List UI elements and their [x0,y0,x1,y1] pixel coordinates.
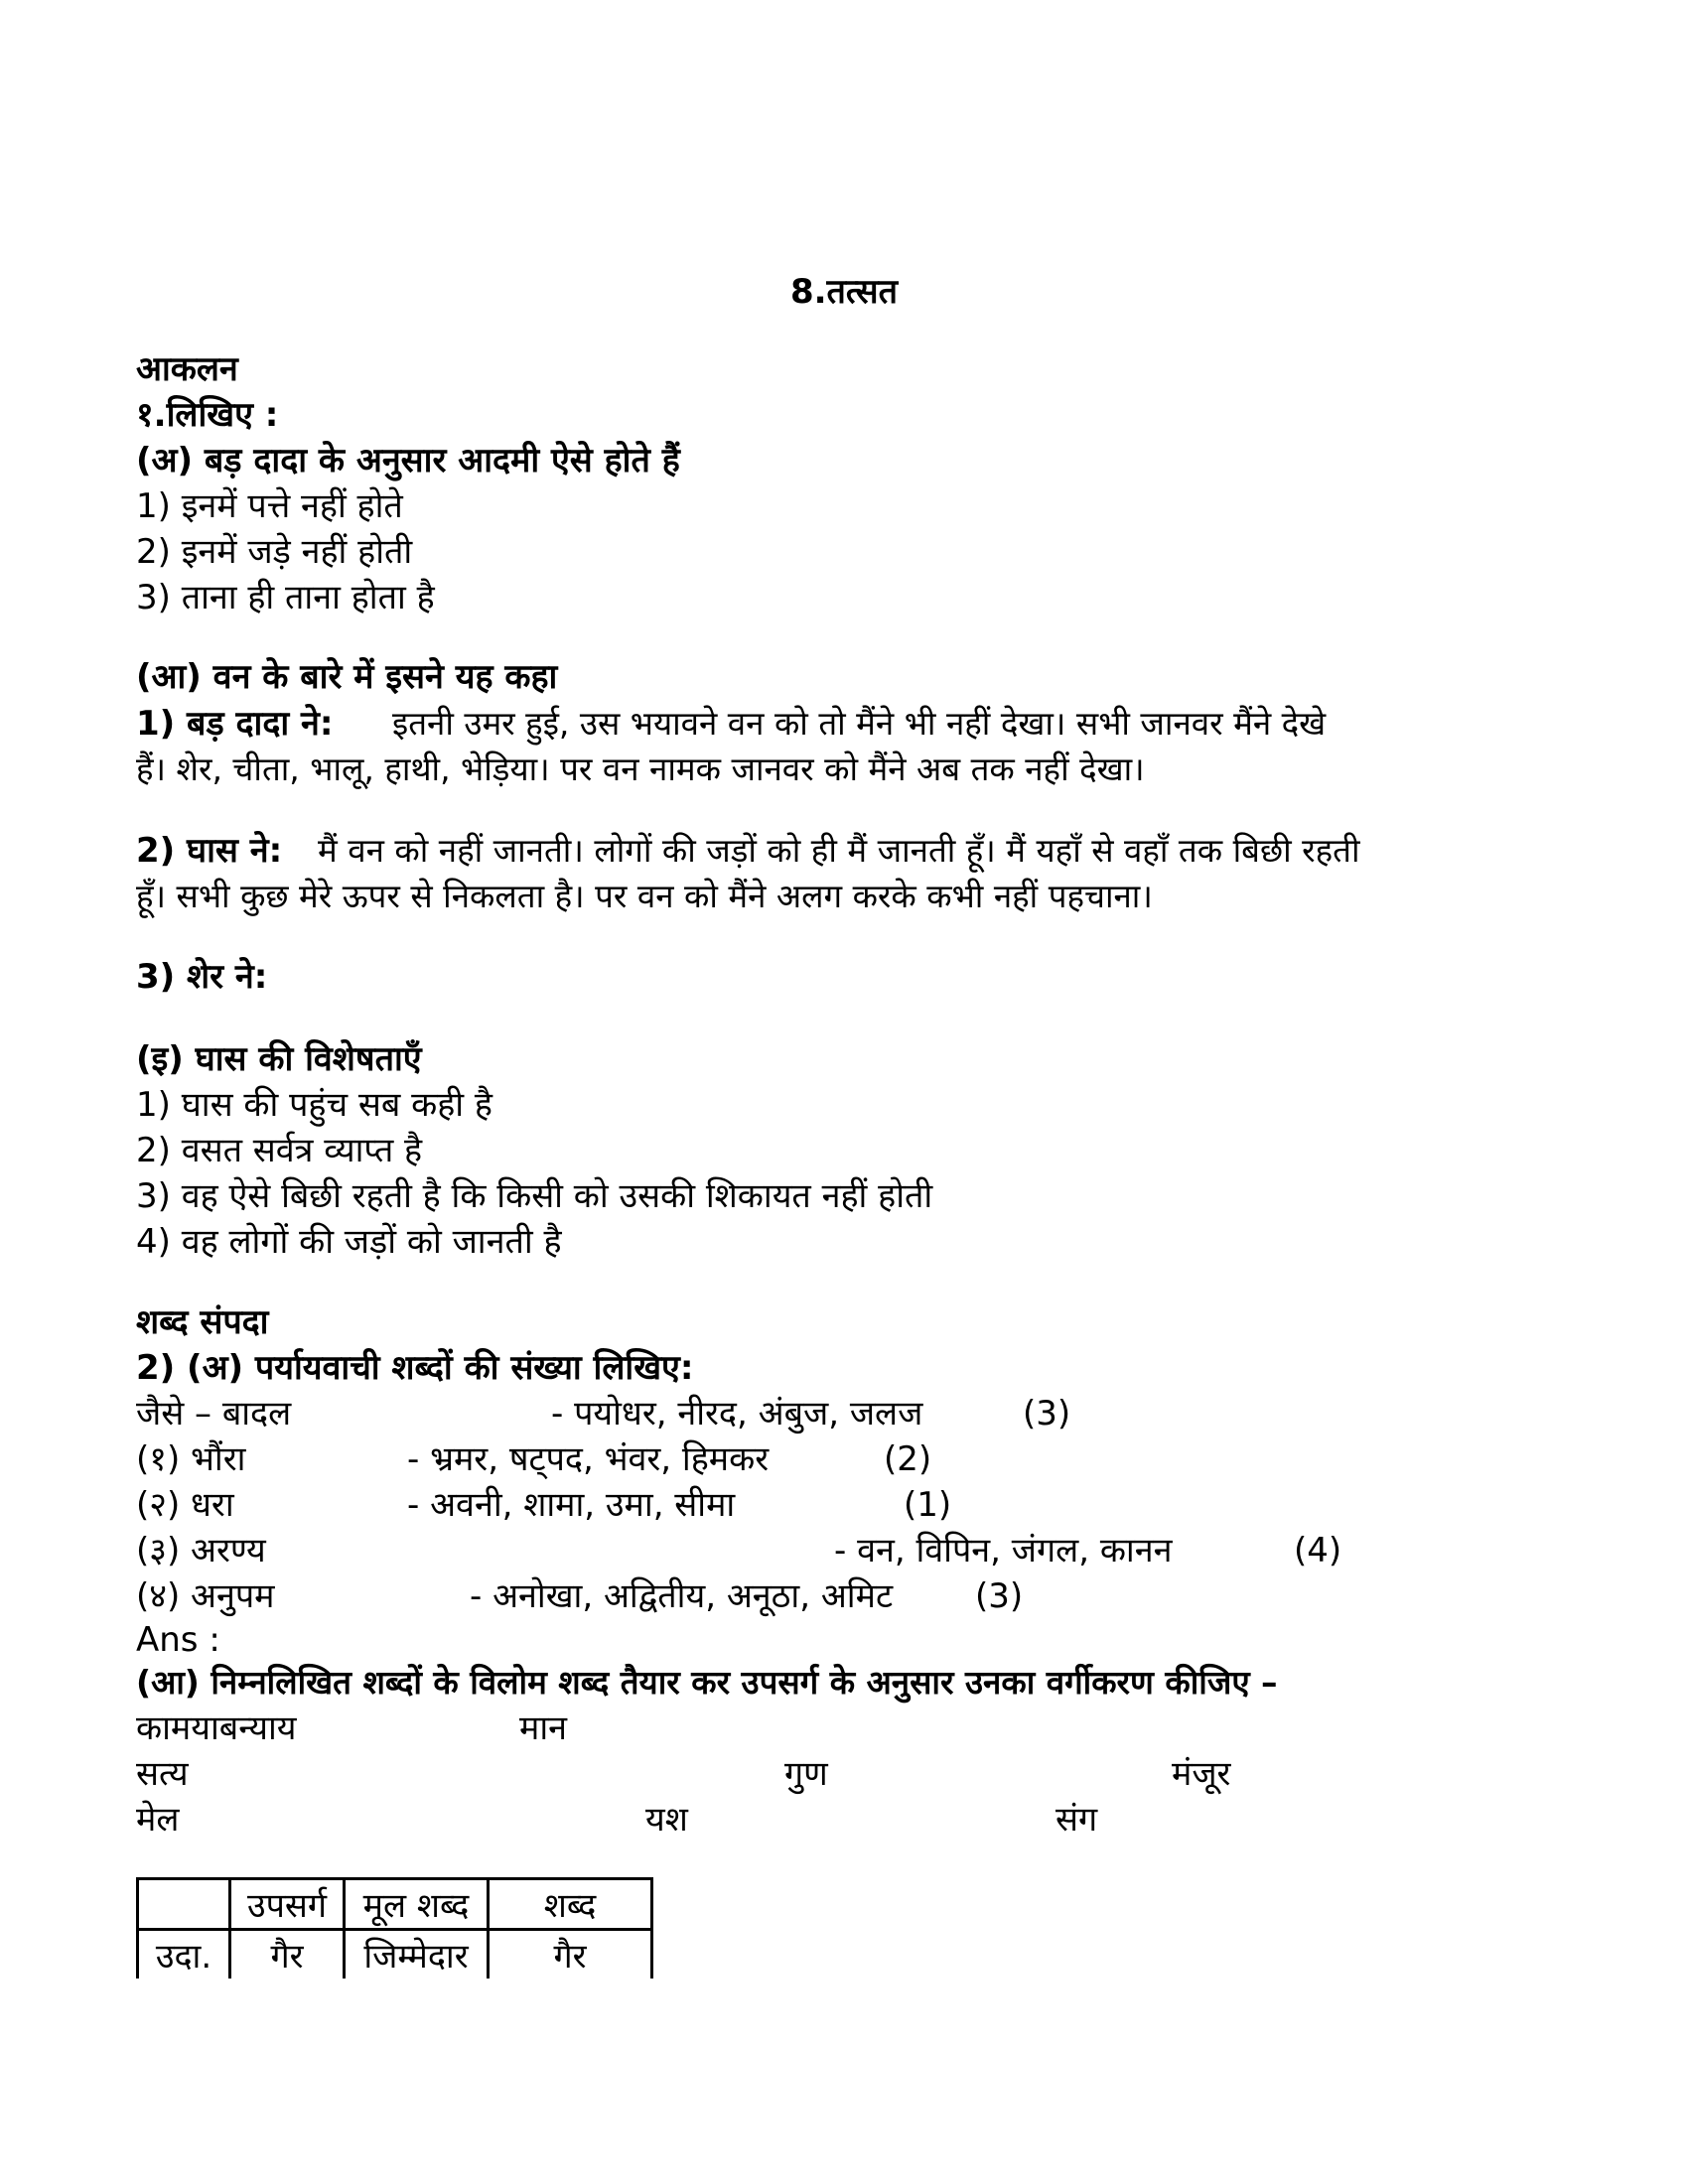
word-item: कामयाबन्याय [136,1708,297,1748]
synonym-count: (1) [904,1485,952,1525]
synonym-word: (१) भौंरा [136,1439,246,1479]
word-item: सत्य [136,1754,189,1794]
table-header-cell: शब्द [489,1879,652,1930]
subheading-aa-vilom: (आ) निम्नलिखित शब्दों के विलोम शब्द तैयार कर उपसर्ग के अनुसार उनका वर्गीकरण कीजिए – [136,1663,1278,1702]
subheading-a: (अ) बड़ दादा के अनुसार आदमी ऐसे होते हैं [136,441,680,480]
synonym-list: - वन, विपिन, जंगल, कानन [834,1531,1173,1570]
list-item: 1) इनमें पत्ते नहीं होते [136,486,403,526]
word-item: यश [645,1800,688,1840]
list-item: 4) वह लोगों की जड़ों को जानती है [136,1222,562,1262]
subheading-aa: (आ) वन के बारे में इसने यह कहा [136,657,558,697]
answer-text: हैं। शेर, चीता, भालू, हाथी, भेड़िया। पर वन नामक जानवर को मैंने अब तक नहीं देखा। [136,750,1145,788]
word-item: मंजूर [1172,1754,1231,1794]
list-item: 2) इनमें जड़े नहीं होती [136,532,413,572]
table-cell: गैर [230,1930,345,1979]
synonym-list: - भ्रमर, षट्पद, भंवर, हिमकर [407,1439,770,1479]
table-row [138,1930,652,1979]
table-cell: जिम्मेदार [345,1930,489,1979]
word-item: संग [1055,1800,1098,1840]
ans-label: Ans : [136,1620,220,1660]
word-item: मान [519,1708,568,1748]
subheading-i: (इ) घास की विशेषताएँ [136,1039,422,1079]
answer-label: 3) शेर ने: [136,957,268,997]
list-item: 3) ताना ही ताना होता है [136,578,435,617]
synonym-word: (२) धरा [136,1485,234,1525]
section-heading-shabd-sampada: शब्द संपदा [136,1302,269,1342]
chapter-title: 8.तत्सत [789,272,899,312]
synonym-list: - पयोधर, नीरद, अंबुज, जलज [551,1394,923,1433]
synonym-list: - अनोखा, अद्वितीय, अनूठा, अमिट [470,1576,894,1616]
synonym-word: (३) अरण्य [136,1531,266,1570]
section-heading-aakalan: आकलन [136,349,238,389]
list-item: 1) घास की पहुंच सब कही है [136,1085,492,1125]
list-item: 2) वसत सर्वत्र व्याप्त है [136,1131,423,1170]
synonym-word: जैसे – बादल [136,1394,292,1433]
question-1: १.लिखिए : [136,395,279,435]
table-header-cell: मूल शब्द [345,1879,489,1930]
synonym-count: (3) [975,1576,1024,1616]
question-2: 2) (अ) पर्यायवाची शब्दों की संख्या लिखिए: [136,1348,694,1388]
synonym-count: (2) [884,1439,932,1479]
table-header-cell: उपसर्ग [230,1879,345,1930]
word-item: गुण [784,1754,828,1794]
word-item: मेल [136,1800,180,1840]
synonym-count: (3) [1023,1394,1071,1433]
table-cell: उदा. [138,1930,230,1979]
synonym-list: - अवनी, शामा, उमा, सीमा [407,1485,736,1525]
classification-table [136,1877,653,1979]
answer-text: इतनी उमर हुई, उस भयावने वन को तो मैंने भी नहीं देखा। सभी जानवर मैंने देखे [392,704,1327,743]
table-header-cell [138,1879,230,1930]
answer-label: 2) घास ने: [136,831,283,871]
answer-text: हूँ। सभी कुछ मेरे ऊपर से निकलता है। पर वन को मैंने अलग करके कभी नहीं पहचाना। [136,877,1153,915]
synonym-count: (4) [1294,1531,1342,1570]
list-item: 3) वह ऐसे बिछी रहती है कि किसी को उसकी शिकायत नहीं होती [136,1176,933,1216]
table-header-row [138,1879,652,1930]
answer-label: 1) बड़ दादा ने: [136,704,334,744]
table-cell: गैर [489,1930,652,1979]
synonym-word: (४) अनुपम [136,1576,275,1616]
answer-text: मैं वन को नहीं जानती। लोगों की जड़ों को ही मैं जानती हूँ। मैं यहाँ से वहाँ तक बिछी रहती [318,831,1360,870]
